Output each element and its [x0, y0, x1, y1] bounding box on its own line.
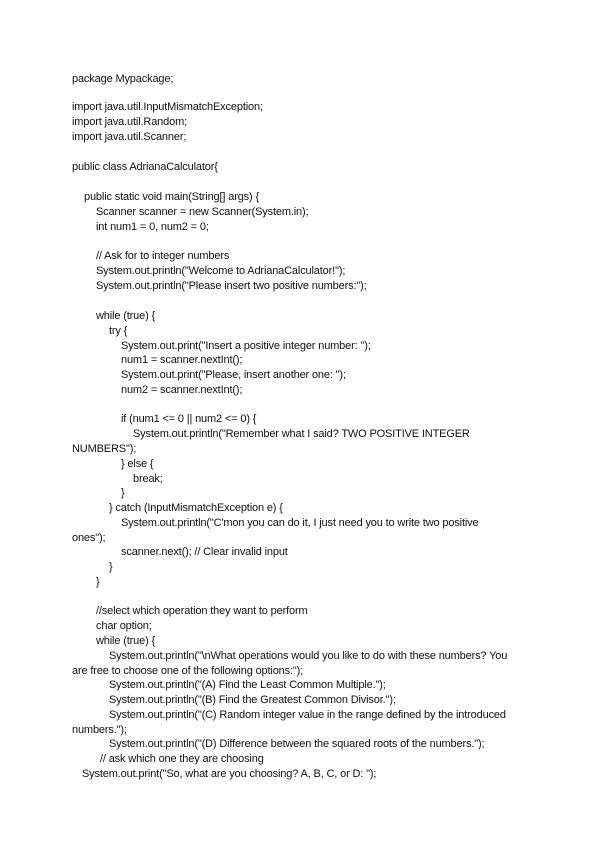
code-line: try { [109, 325, 128, 337]
code-line: System.out.println("Welcome to AdrianaCalculator!"); [96, 265, 346, 277]
code-line: char option; [96, 620, 152, 632]
code-line: while (true) { [96, 635, 156, 647]
code-line: package Mypackage; [72, 73, 174, 85]
code-line: numbers."); [72, 724, 127, 736]
code-line: System.out.println("(A) Find the Least Common Multiple."); [109, 679, 386, 691]
code-line: import java.util.Scanner; [72, 131, 187, 143]
code-line: ones"); [72, 532, 106, 544]
code-line: } [121, 487, 125, 499]
code-line: break; [133, 473, 163, 485]
code-line: System.out.println("(D) Difference between the squared roots of the numbers."); [109, 738, 485, 750]
code-line: System.out.println("\nWhat operations would you like to do with these numbers? You [109, 650, 508, 662]
code-line: scanner.next(); // Clear invalid input [121, 546, 288, 558]
code-line: are free to choose one of the following options:"); [72, 665, 304, 677]
code-line: public static void main(String[] args) { [84, 191, 259, 203]
code-line: int num1 = 0, num2 = 0; [96, 221, 209, 233]
code-comment: // Ask for to integer numbers [96, 250, 230, 262]
code-line: System.out.print("Insert a positive integer number: "); [121, 340, 371, 352]
code-line: } catch (InputMismatchException e) { [109, 502, 283, 514]
code-line: System.out.println("Please insert two positive numbers:"); [96, 280, 367, 292]
code-line: import java.util.InputMismatchException; [72, 101, 263, 113]
code-line: } [96, 576, 100, 588]
code-line: import java.util.Random; [72, 116, 188, 128]
code-line: num1 = scanner.nextInt(); [121, 354, 243, 366]
code-line: Scanner scanner = new Scanner(System.in); [96, 206, 309, 218]
code-line: System.out.print("Please, insert another one: "); [121, 369, 346, 381]
code-line: System.out.println("Remember what I said? TWO POSITIVE INTEGER [133, 428, 470, 440]
code-line: num2 = scanner.nextInt(); [121, 384, 243, 396]
code-line: System.out.print("So, what are you choosing? A, B, C, or D: "); [82, 768, 377, 780]
code-line: System.out.println("C'mon you can do it, I just need you to write two positive [121, 517, 479, 529]
code-line: public class AdrianaCalculator{ [72, 161, 218, 173]
code-line: if (num1 <= 0 || num2 <= 0) { [121, 413, 257, 425]
code-line: } else { [121, 458, 154, 470]
code-line: } [109, 561, 113, 573]
code-line: System.out.println("(B) Find the Greatest Common Divisor."); [109, 694, 396, 706]
code-line: while (true) { [96, 310, 156, 322]
code-comment: // ask which one they are choosing [100, 753, 264, 765]
code-line: System.out.println("(C) Random integer value in the range defined by the introduced [109, 709, 506, 721]
code-comment: //select which operation they want to perform [96, 605, 308, 617]
code-line: NUMBERS"); [72, 443, 137, 455]
